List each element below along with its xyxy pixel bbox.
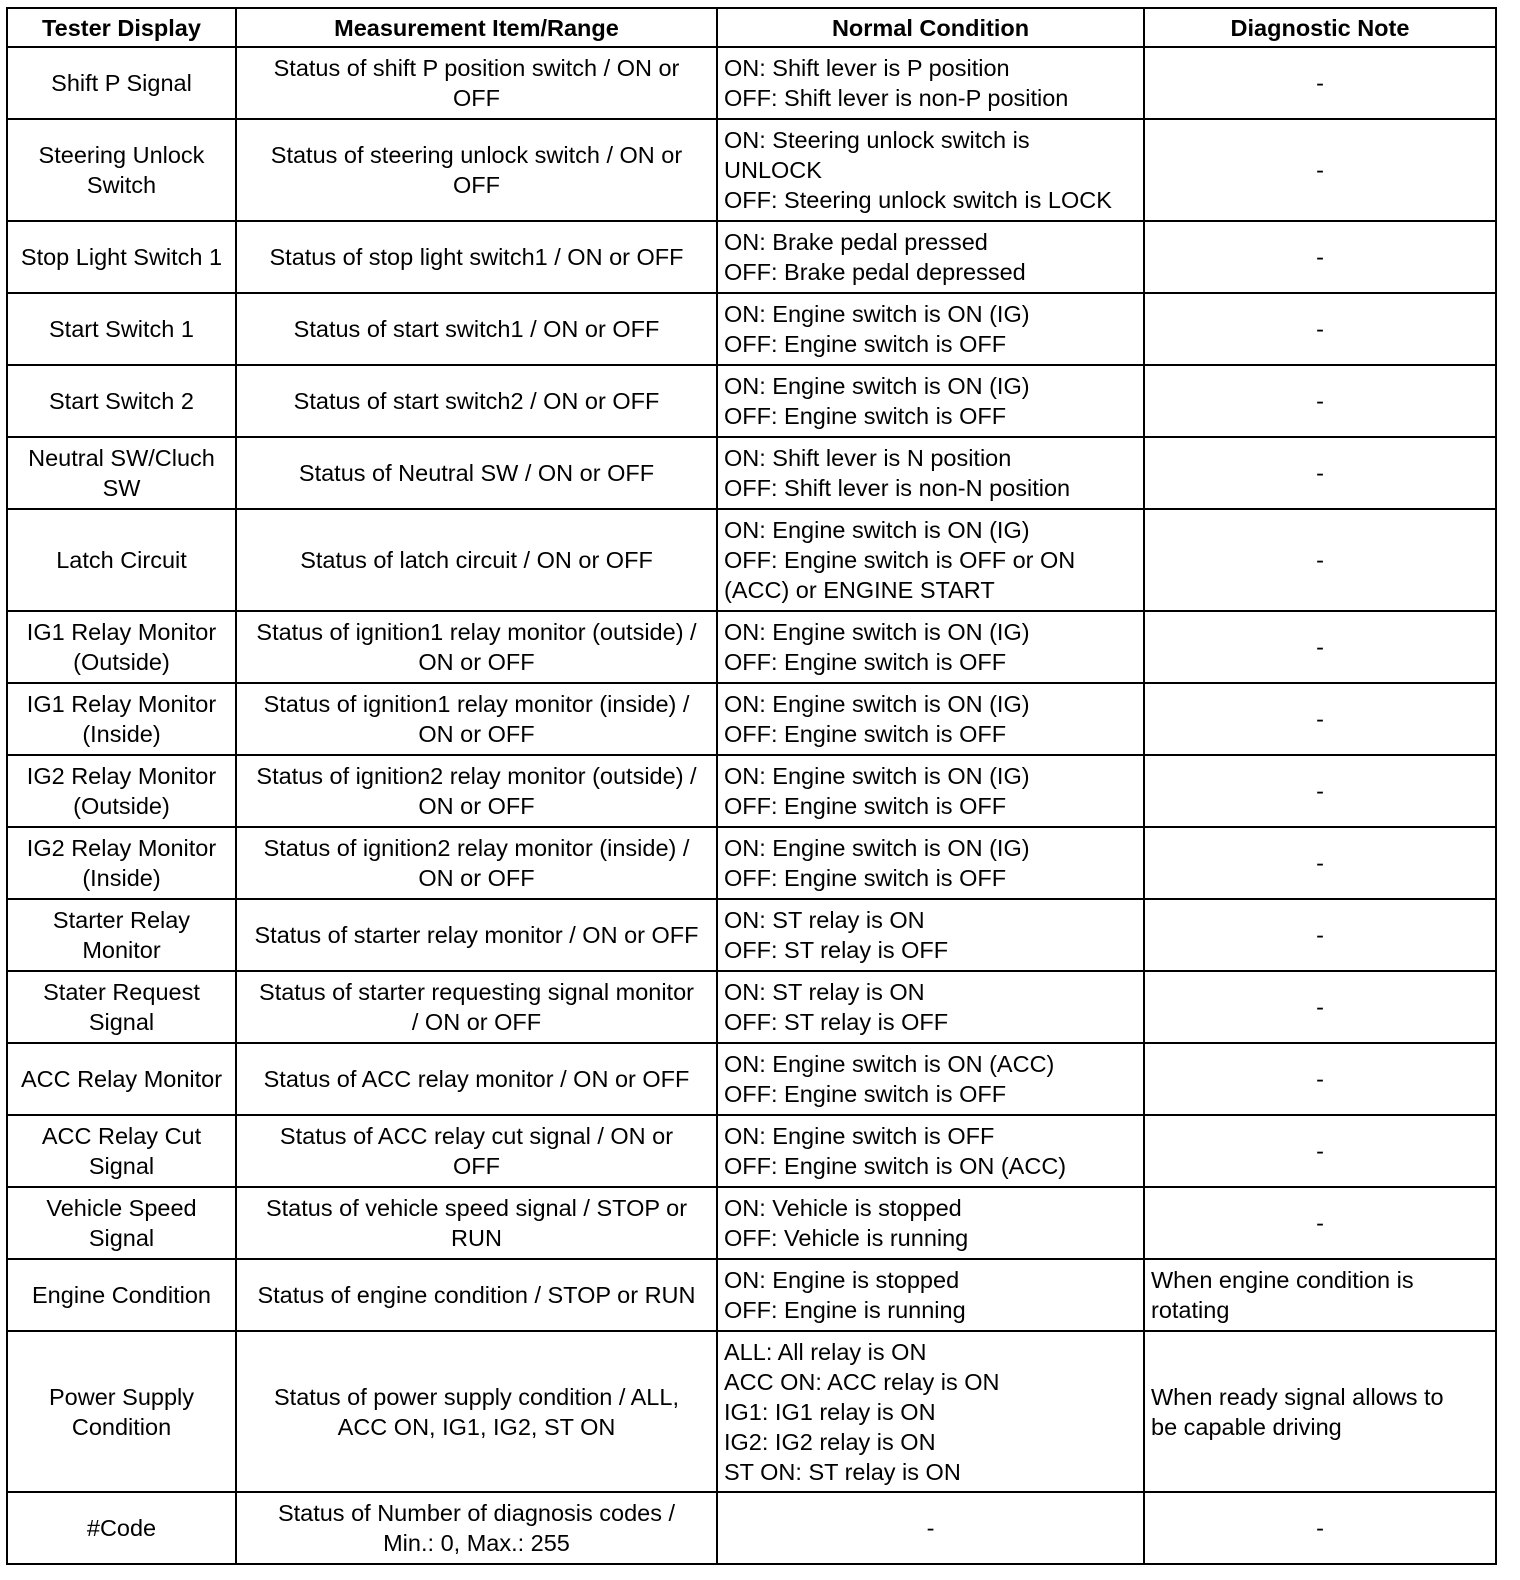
cell-text-line: - (1316, 1138, 1324, 1164)
cell-tester-display (7, 1043, 236, 1115)
cell-tester-display (7, 221, 236, 293)
cell-text-line: rotating (1151, 1297, 1230, 1323)
cell-text-line: Vehicle Speed (46, 1195, 197, 1221)
cell-text-line: Status of latch circuit / ON or OFF (300, 547, 653, 573)
cell-text-line: (Inside) (82, 721, 161, 747)
cell-text-line: OFF: ST relay is OFF (724, 937, 949, 963)
cell-tester-display (7, 1115, 236, 1187)
cell-diagnostic-note (1144, 1187, 1496, 1259)
table-row (7, 293, 1496, 365)
cell-text-line: Status of starter relay monitor / ON or OFF (254, 922, 699, 948)
table-row (7, 1492, 1496, 1564)
cell-text-line: When ready signal allows to (1151, 1383, 1444, 1410)
cell-normal-condition (717, 1259, 1144, 1331)
cell-text-line: ACC ON: ACC relay is ON (724, 1368, 1000, 1395)
cell-tester-display (7, 1259, 236, 1331)
cell-text-line: be capable driving (1151, 1413, 1342, 1440)
cell-text-line: Status of Number of diagnosis codes / (277, 1500, 676, 1526)
cell-measurement-item (236, 611, 717, 683)
table-row (7, 899, 1496, 971)
cell-text-line: RUN (451, 1225, 502, 1251)
cell-measurement-item (236, 293, 717, 365)
cell-text-line: Status of engine condition / STOP or RUN (257, 1282, 696, 1308)
cell-text-line: - (1316, 634, 1324, 660)
cell-text-line: ON: Shift lever is N position (724, 445, 1012, 471)
table-row (7, 47, 1496, 119)
cell-diagnostic-note (1144, 1043, 1496, 1115)
cell-text-line: Status of start switch1 / ON or OFF (293, 316, 660, 342)
table-row (7, 827, 1496, 899)
cell-tester-display (7, 1331, 236, 1492)
cell-text-line: OFF: Vehicle is running (724, 1225, 969, 1251)
cell-tester-display (7, 293, 236, 365)
cell-tester-display (7, 683, 236, 755)
cell-text-line: #Code (86, 1515, 157, 1541)
cell-text-line: ON: Engine switch is ON (IG) (724, 301, 1030, 327)
cell-text-line: Steering Unlock (38, 142, 205, 168)
cell-text-line: ON: Engine switch is OFF (724, 1123, 995, 1149)
cell-text-line: ACC Relay Cut (41, 1123, 202, 1149)
cell-text-line: ON: ST relay is ON (724, 979, 925, 1005)
cell-normal-condition (717, 755, 1144, 827)
cell-diagnostic-note (1144, 827, 1496, 899)
cell-text-line: - (1316, 460, 1324, 486)
cell-text-line: OFF: Engine switch is OFF (724, 649, 1007, 675)
cell-diagnostic-note (1144, 1259, 1496, 1331)
cell-measurement-item (236, 221, 717, 293)
cell-text-line: ON: Steering unlock switch is (724, 127, 1030, 153)
cell-text-line: Status of starter requesting signal monitor (259, 979, 694, 1005)
cell-text-line: Start Switch 1 (49, 316, 194, 342)
cell-text-line: Signal (88, 1009, 155, 1035)
cell-normal-condition (717, 1187, 1144, 1259)
cell-text-line: Status of ACC relay cut signal / ON or (279, 1123, 674, 1149)
table-row (7, 509, 1496, 611)
cell-text-line: - (1316, 388, 1324, 414)
cell-text-line: ON: Engine switch is ON (IG) (724, 835, 1030, 861)
cell-text-line: OFF: Engine switch is OFF (724, 865, 1007, 891)
cell-text-line: IG2 Relay Monitor (26, 763, 217, 789)
spec-table-container (6, 7, 1497, 1565)
cell-text-line: IG2 Relay Monitor (26, 835, 217, 861)
cell-tester-display (7, 899, 236, 971)
cell-measurement-item (236, 509, 717, 611)
cell-text-line: / ON or OFF (411, 1009, 542, 1035)
cell-text-line: Condition (71, 1413, 172, 1440)
cell-diagnostic-note (1144, 119, 1496, 221)
table-row (7, 1043, 1496, 1115)
cell-tester-display (7, 755, 236, 827)
cell-measurement-item (236, 1187, 717, 1259)
table-row (7, 971, 1496, 1043)
cell-text-line: Shift P Signal (51, 70, 192, 96)
table-header-row (7, 8, 1496, 47)
cell-text-line: OFF (453, 172, 500, 198)
cell-text-line: - (1316, 922, 1324, 948)
cell-tester-display (7, 47, 236, 119)
cell-tester-display (7, 971, 236, 1043)
cell-tester-display (7, 827, 236, 899)
cell-text-line: Status of power supply condition / ALL, (274, 1383, 679, 1410)
cell-normal-condition (717, 1115, 1144, 1187)
cell-diagnostic-note (1144, 1492, 1496, 1564)
table-row (7, 221, 1496, 293)
cell-text-line: ON: Shift lever is P position (724, 55, 1010, 81)
cell-tester-display (7, 437, 236, 509)
cell-text-line: ON: Engine switch is ON (ACC) (724, 1051, 1055, 1077)
cell-normal-condition (717, 827, 1144, 899)
cell-diagnostic-note (1144, 221, 1496, 293)
cell-tester-display (7, 119, 236, 221)
header-measurement-item: Measurement Item/Range (236, 8, 717, 47)
table-row (7, 437, 1496, 509)
cell-diagnostic-note (1144, 47, 1496, 119)
table-row (7, 1187, 1496, 1259)
cell-measurement-item (236, 1331, 717, 1492)
cell-text-line: - (1316, 1066, 1324, 1092)
cell-text-line: Starter Relay (52, 907, 191, 933)
cell-text-line: Engine Condition (32, 1282, 211, 1308)
table-row (7, 119, 1496, 221)
cell-text-line: OFF: Engine is running (724, 1297, 966, 1323)
cell-text-line: Start Switch 2 (49, 388, 194, 414)
cell-text-line: Signal (88, 1153, 155, 1179)
cell-text-line: Status of vehicle speed signal / STOP or (265, 1195, 688, 1221)
cell-measurement-item (236, 365, 717, 437)
cell-text-line: ON: Engine switch is ON (IG) (724, 619, 1030, 645)
header-normal-condition: Normal Condition (717, 8, 1144, 47)
cell-text-line: ON: Engine switch is ON (IG) (724, 691, 1030, 717)
cell-text-line: ACC Relay Monitor (20, 1066, 223, 1092)
cell-text-line: IG1 Relay Monitor (26, 619, 217, 645)
cell-text-line: ON: Engine switch is ON (IG) (724, 763, 1030, 789)
cell-text-line: OFF: Engine switch is ON (ACC) (724, 1153, 1067, 1179)
cell-diagnostic-note (1144, 611, 1496, 683)
cell-text-line: IG1 Relay Monitor (26, 691, 217, 717)
cell-measurement-item (236, 119, 717, 221)
cell-normal-condition (717, 47, 1144, 119)
cell-text-line: OFF: Engine switch is OFF (724, 331, 1007, 357)
table-row (7, 755, 1496, 827)
cell-text-line: IG2: IG2 relay is ON (724, 1428, 936, 1455)
cell-normal-condition (717, 611, 1144, 683)
cell-text-line: ACC ON, IG1, IG2, ST ON (337, 1413, 616, 1440)
cell-text-line: ST ON: ST relay is ON (724, 1458, 961, 1485)
cell-measurement-item (236, 827, 717, 899)
cell-text-line: OFF: Engine switch is OFF (724, 721, 1007, 747)
cell-text-line: Min.: 0, Max.: 255 (383, 1530, 570, 1556)
cell-text-line: Status of ignition1 relay monitor (inside) / (263, 691, 690, 717)
table-row (7, 1331, 1496, 1492)
table-row (7, 611, 1496, 683)
cell-text-line: Stater Request (43, 979, 200, 1005)
cell-text-line: Latch Circuit (56, 547, 187, 573)
cell-text-line: SW (102, 475, 141, 501)
header-tester-display: Tester Display (7, 8, 236, 47)
cell-text-line: ON or OFF (418, 649, 535, 675)
cell-normal-condition (717, 683, 1144, 755)
cell-text-line: ON: Engine is stopped (724, 1267, 960, 1293)
cell-text-line: OFF: Engine switch is OFF (724, 1081, 1007, 1107)
cell-text-line: Signal (88, 1225, 155, 1251)
cell-text-line: - (1316, 70, 1324, 96)
cell-diagnostic-note (1144, 437, 1496, 509)
cell-text-line: Monitor (82, 937, 161, 963)
cell-text-line: Status of ignition2 relay monitor (outside) / (256, 763, 697, 789)
cell-text-line: OFF: Engine switch is OFF or ON (724, 547, 1076, 573)
cell-diagnostic-note (1144, 293, 1496, 365)
cell-normal-condition (717, 1492, 1144, 1564)
cell-measurement-item (236, 683, 717, 755)
cell-text-line: IG1: IG1 relay is ON (724, 1398, 936, 1425)
cell-text-line: When engine condition is (1151, 1267, 1414, 1293)
cell-text-line: OFF: Engine switch is OFF (724, 793, 1007, 819)
cell-text-line: ON: Engine switch is ON (IG) (724, 373, 1030, 399)
cell-text-line: - (1316, 547, 1324, 573)
cell-text-line: Status of ACC relay monitor / ON or OFF (263, 1066, 690, 1092)
cell-text-line: Switch (86, 172, 157, 198)
cell-text-line: Power Supply (49, 1383, 194, 1410)
table-row (7, 1259, 1496, 1331)
cell-diagnostic-note (1144, 509, 1496, 611)
cell-text-line: Status of steering unlock switch / ON or (270, 142, 683, 168)
cell-diagnostic-note (1144, 755, 1496, 827)
cell-text-line: ALL: All relay is ON (724, 1338, 927, 1365)
cell-measurement-item (236, 971, 717, 1043)
cell-text-line: (ACC) or ENGINE START (724, 577, 995, 603)
cell-normal-condition (717, 1331, 1144, 1492)
cell-tester-display (7, 1492, 236, 1564)
header-diagnostic-note: Diagnostic Note (1144, 8, 1496, 47)
cell-text-line: OFF (453, 1153, 500, 1179)
cell-text-line: ON: Vehicle is stopped (724, 1195, 962, 1221)
cell-measurement-item (236, 755, 717, 827)
cell-measurement-item (236, 899, 717, 971)
cell-diagnostic-note (1144, 365, 1496, 437)
table-row (7, 683, 1496, 755)
cell-normal-condition (717, 971, 1144, 1043)
cell-tester-display (7, 611, 236, 683)
cell-normal-condition (717, 293, 1144, 365)
cell-text-line: (Inside) (82, 865, 161, 891)
cell-tester-display (7, 1187, 236, 1259)
cell-text-line: Status of stop light switch1 / ON or OFF (269, 244, 684, 270)
tester-display-table (6, 7, 1497, 1565)
cell-text-line: ON: Engine switch is ON (IG) (724, 517, 1030, 543)
cell-text-line: OFF: Shift lever is non-N position (724, 475, 1071, 501)
cell-text-line: - (926, 1515, 935, 1541)
cell-normal-condition (717, 1043, 1144, 1115)
cell-normal-condition (717, 437, 1144, 509)
cell-text-line: (Outside) (73, 649, 170, 675)
cell-tester-display (7, 365, 236, 437)
cell-measurement-item (236, 1259, 717, 1331)
cell-text-line: - (1316, 778, 1324, 804)
cell-tester-display (7, 509, 236, 611)
cell-text-line: Status of Neutral SW / ON or OFF (298, 460, 655, 486)
cell-text-line: OFF: ST relay is OFF (724, 1009, 949, 1035)
cell-text-line: Status of ignition1 relay monitor (outside) / (256, 619, 697, 645)
cell-text-line: OFF: Engine switch is OFF (724, 403, 1007, 429)
cell-normal-condition (717, 365, 1144, 437)
cell-text-line: - (1316, 1210, 1324, 1236)
cell-measurement-item (236, 47, 717, 119)
cell-measurement-item (236, 1492, 717, 1564)
cell-diagnostic-note (1144, 1331, 1496, 1492)
cell-text-line: UNLOCK (724, 157, 822, 183)
cell-measurement-item (236, 1043, 717, 1115)
cell-text-line: - (1316, 1515, 1324, 1541)
cell-normal-condition (717, 221, 1144, 293)
cell-text-line: ON: Brake pedal pressed (724, 229, 988, 255)
cell-text-line: Stop Light Switch 1 (20, 244, 223, 270)
cell-normal-condition (717, 119, 1144, 221)
cell-text-line: - (1316, 706, 1324, 732)
cell-text-line: Status of ignition2 relay monitor (inside) / (263, 835, 690, 861)
cell-text-line: Status of start switch2 / ON or OFF (293, 388, 660, 414)
cell-normal-condition (717, 509, 1144, 611)
cell-text-line: ON or OFF (418, 721, 535, 747)
cell-text-line: OFF (453, 85, 500, 111)
cell-text-line: Status of shift P position switch / ON or (273, 55, 680, 81)
cell-diagnostic-note (1144, 1115, 1496, 1187)
cell-diagnostic-note (1144, 683, 1496, 755)
cell-measurement-item (236, 437, 717, 509)
cell-text-line: OFF: Steering unlock switch is LOCK (724, 187, 1112, 213)
cell-text-line: - (1316, 157, 1324, 183)
cell-text-line: OFF: Brake pedal depressed (724, 259, 1026, 285)
cell-text-line: - (1316, 850, 1324, 876)
table-body (7, 47, 1496, 1564)
cell-normal-condition (717, 899, 1144, 971)
cell-text-line: - (1316, 994, 1324, 1020)
cell-diagnostic-note (1144, 971, 1496, 1043)
cell-text-line: OFF: Shift lever is non-P position (724, 85, 1069, 111)
cell-text-line: - (1316, 244, 1324, 270)
cell-text-line: Neutral SW/Cluch (28, 445, 215, 471)
table-row (7, 365, 1496, 437)
cell-text-line: ON or OFF (418, 865, 535, 891)
cell-text-line: (Outside) (73, 793, 170, 819)
cell-text-line: ON or OFF (418, 793, 535, 819)
table-row (7, 1115, 1496, 1187)
cell-measurement-item (236, 1115, 717, 1187)
cell-text-line: - (1316, 316, 1324, 342)
cell-diagnostic-note (1144, 899, 1496, 971)
cell-text-line: ON: ST relay is ON (724, 907, 925, 933)
